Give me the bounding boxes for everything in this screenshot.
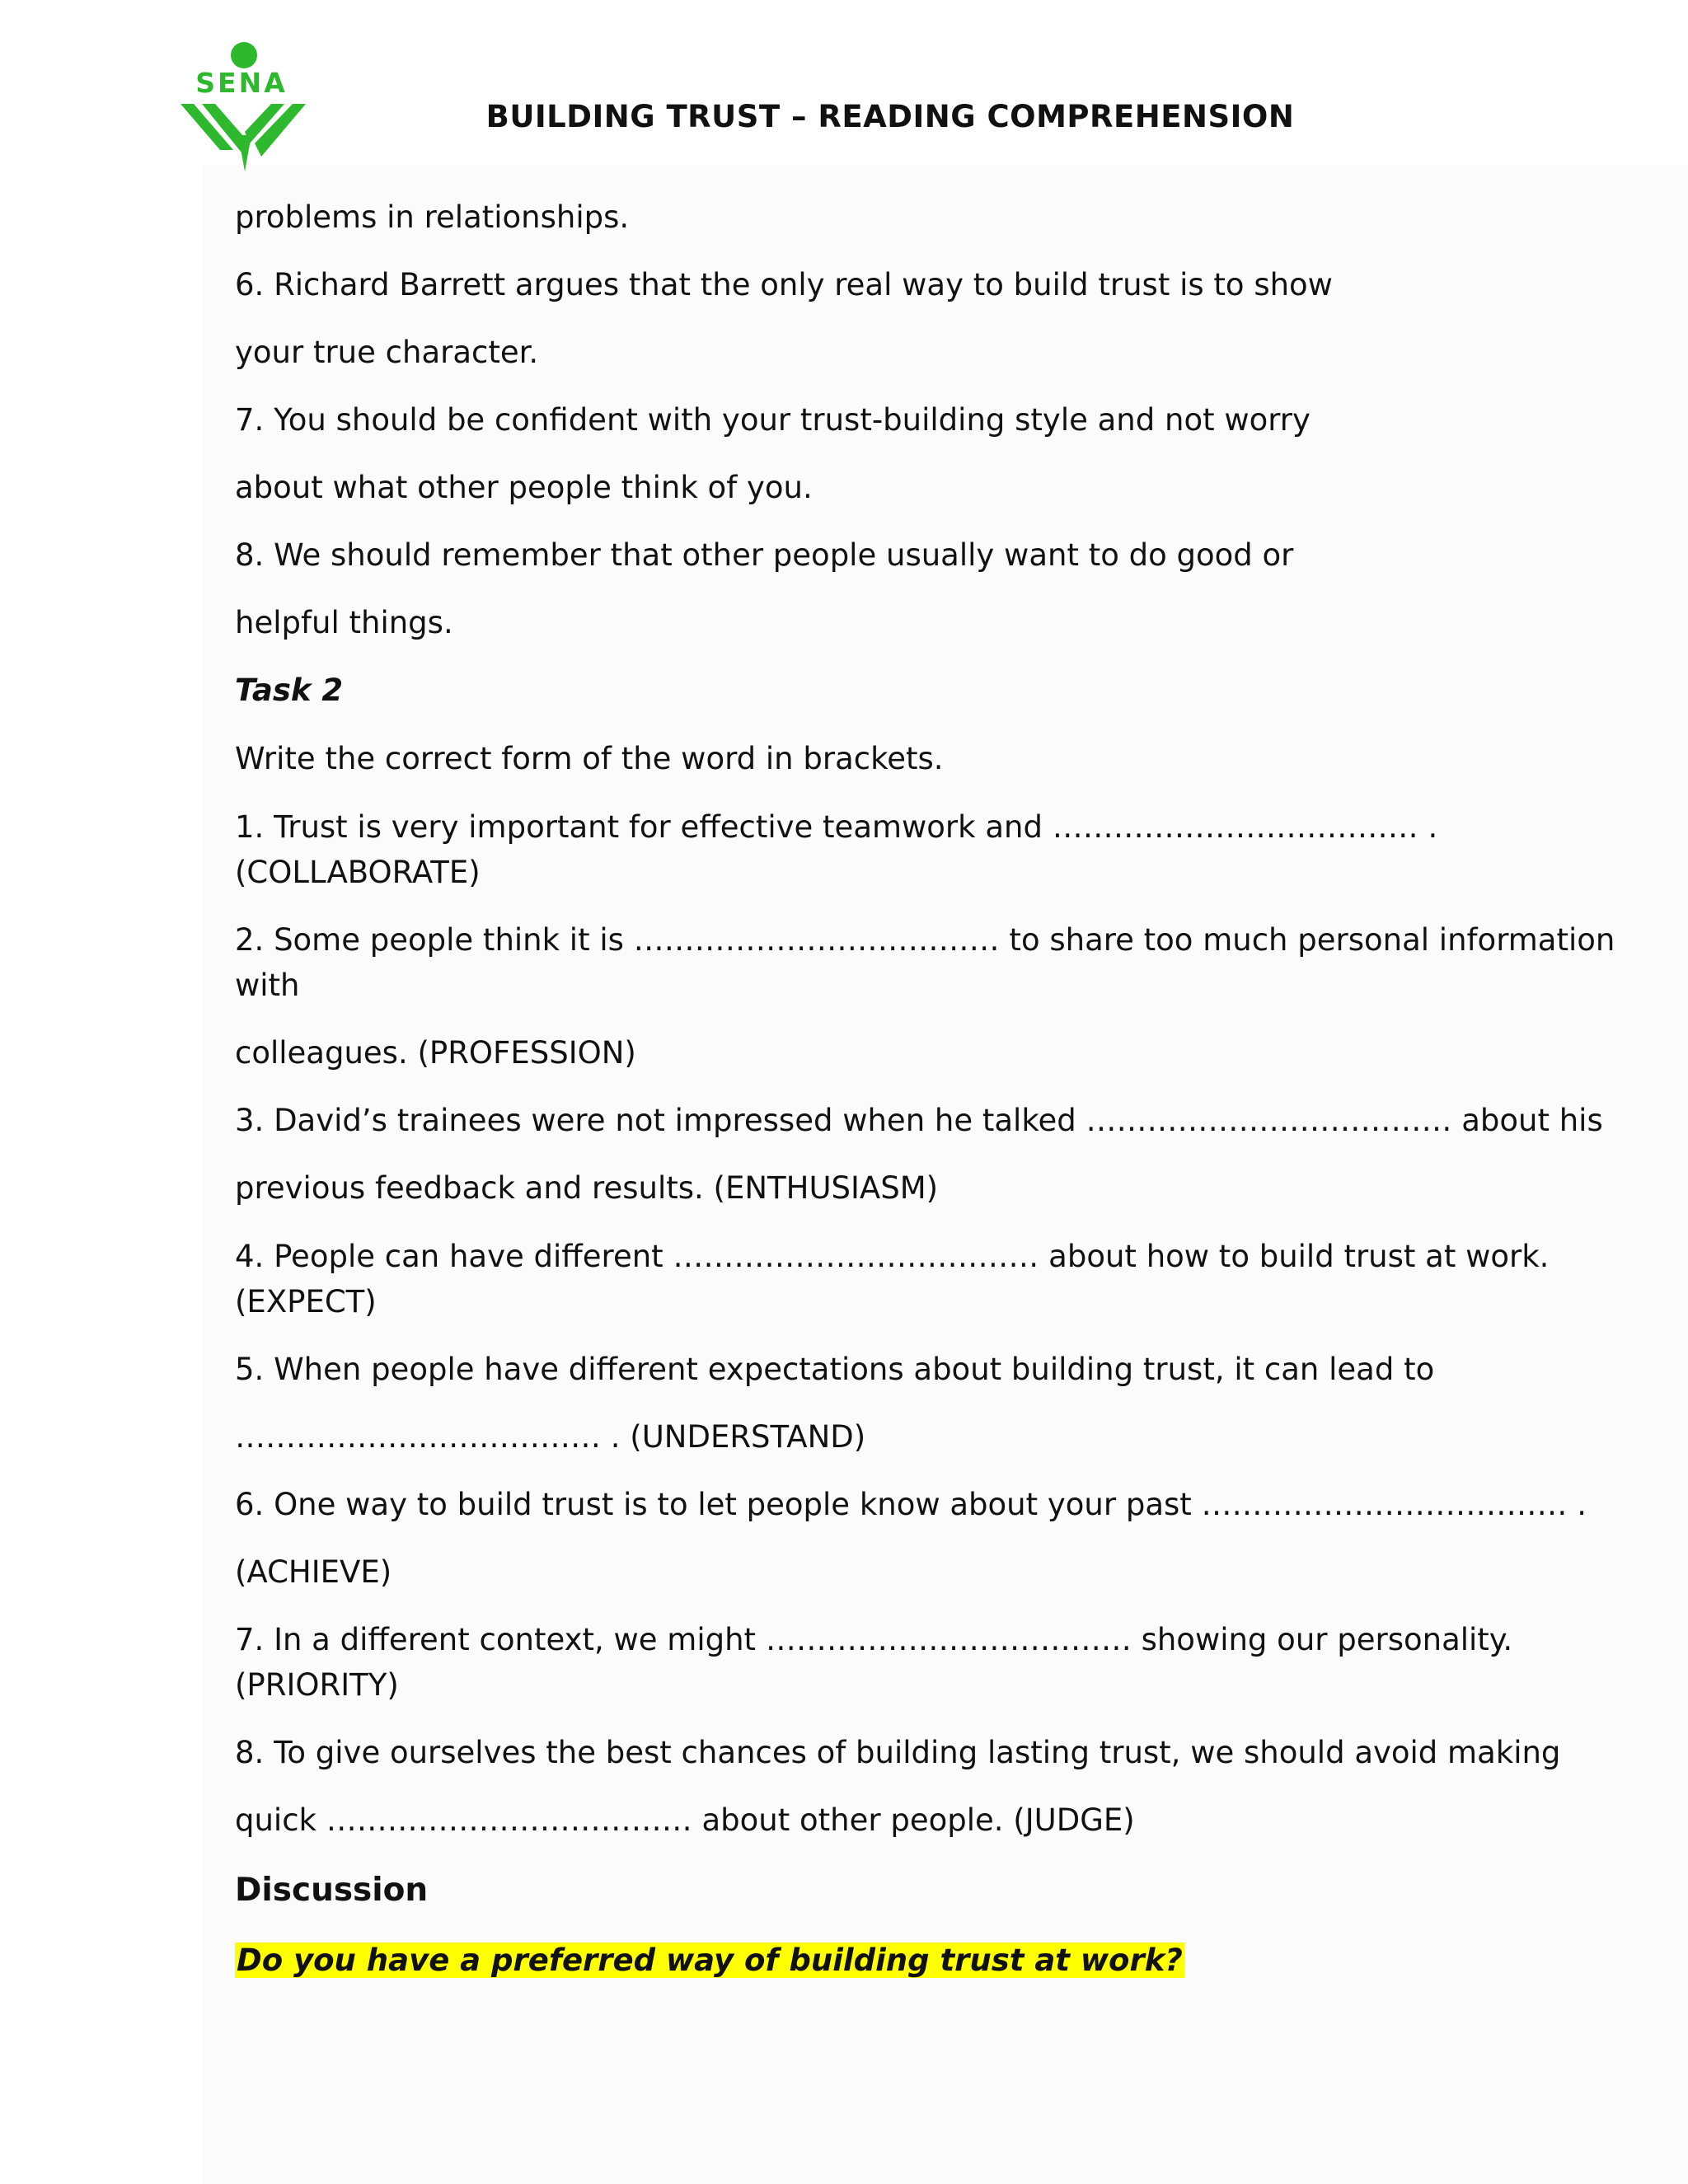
task1-line-0: problems in relationships. [235,199,630,235]
task1-item-7-line-b: about what other people think of you. [235,470,813,505]
page-title: BUILDING TRUST – READING COMPREHENSION [485,99,1295,134]
task2-item-4-line-a: 4. People can have different ……………………………… about how to build trust at work. [235,1239,1550,1274]
task1-item-8-line-a: 8. We should remember that other people usually want to do good or [235,537,1294,573]
task2-item-8-line-b: quick ……………………………… about other people. (JUDGE) [235,1802,1135,1838]
discussion-question-row [235,1941,1184,1980]
task2-item-8-line-a: 8. To give ourselves the best chances of building lasting trust, we should avoid making [235,1735,1561,1770]
task2-instruction: Write the correct form of the word in brackets. [235,741,944,776]
task2-item-1-line-a: 1. Trust is very important for effective teamwork and ……………………………… . [235,809,1438,845]
task2-item-6-line-a: 6. One way to build trust is to let people know about your past ……………………………… . [235,1487,1587,1522]
task1-item-7-line-a: 7. You should be confident with your trust-building style and not worry [235,402,1311,438]
logo-head [231,42,257,68]
discussion-heading: Discussion [235,1872,429,1909]
task2-heading: Task 2 [235,673,344,708]
task2-item-2-line-b: with [235,968,300,1003]
task2-item-5-line-a: 5. When people have different expectations about building trust, it can lead to [235,1352,1435,1387]
logo-text: SENA [195,67,288,99]
task1-item-8-line-b: helpful things. [235,605,453,640]
task2-item-1-line-b: (COLLABORATE) [235,855,481,890]
task2-item-2-line-c: colleagues. (PROFESSION) [235,1035,636,1071]
task1-item-6-line-a: 6. Richard Barrett argues that the only real way to build trust is to show [235,267,1333,302]
logo-center [238,135,251,171]
task2-item-6-line-b: (ACHIEVE) [235,1554,392,1590]
task1-item-6-line-b: your true character. [235,335,539,370]
task2-item-3-line-a: 3. David’s trainees were not impressed when he talked ……………………………… about his [235,1103,1603,1138]
task2-item-7-line-b: (PRIORITY) [235,1667,399,1703]
task2-item-2-line-a: 2. Some people think it is ……………………………… to share too much personal information [235,922,1615,958]
task2-item-3-line-b: previous feedback and results. (ENTHUSIASM) [235,1170,939,1206]
task2-item-4-line-b: (EXPECT) [235,1284,377,1319]
task2-item-5-line-b: ……………………………… . (UNDERSTAND) [235,1419,866,1455]
discussion-question: Do you have a preferred way of building trust at work? [237,1943,1183,1978]
task2-item-7-line-a: 7. In a different context, we might ……………………………… showing our personality. [235,1622,1513,1657]
